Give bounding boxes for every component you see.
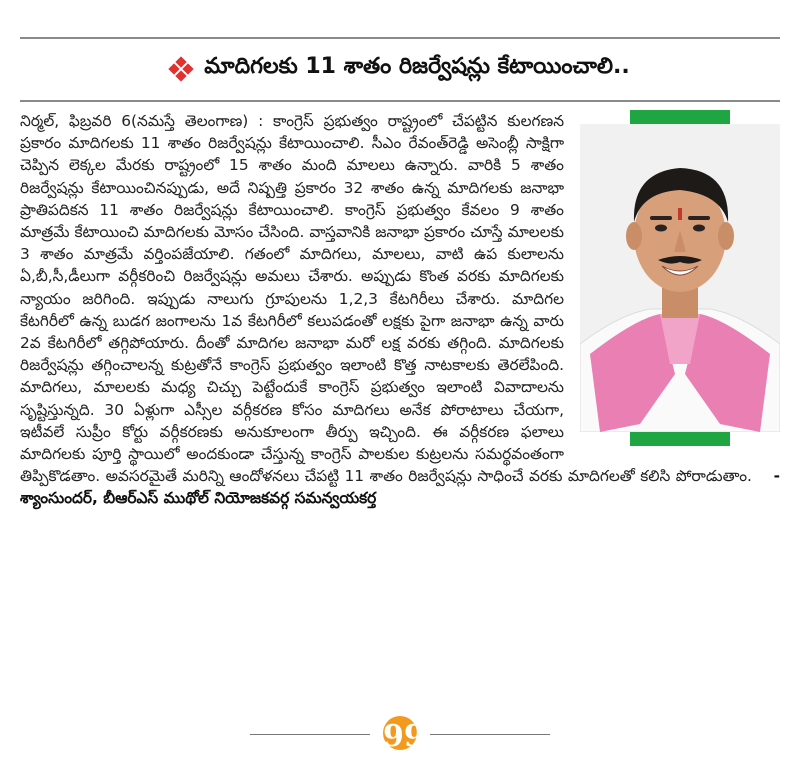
speaker-photo	[580, 110, 780, 446]
article-signature: - శ్యాంసుందర్, బీఆర్‌ఎస్ ముథోల్ నియోజకవర్గ సమన్వయకర్త	[20, 467, 780, 508]
quotation-marks-icon: 99	[383, 716, 417, 750]
article-text: నిర్మల్, ఫిబ్రవరి 6(నమస్తే తెలంగాణ) : కాంగ్రెస్ ప్రభుత్వం రాష్ట్రంలో చేపట్టిన కులగణన ప్రకారం మాదిగలకు 11 శాతం రిజర్వేషన్లు కేటాయించాలి. సీఎం రేవంత్‌రెడ్డి అసెంబ్లీ సాక్షిగా చెప్పిన లెక్కల మేరకు రాష్ట్రంలో 15 శాతం మంది మాలలు ఉన్నారు. వారికి 5 శాతం రిజర్వేషన్లు కేటాయించినప్పుడు, అదే నిష్పత్తి ప్రకారం 32 శాతం ఉన్న మాదిగలకు జనాభా ప్రాతిపదికన 11 శాతం రిజర్వేషన్లు కేటాయించాలి. కాంగ్రెస్ ప్రభుత్వం కేవలం 9 శాతం మాత్రమే కేటాయించి మాదిగలకు మోసం చేసింది. వాస్తవానికి జనాభా ప్రకారం చూస్తే మాలలకు 3 శాతం మాత్రమే వర్తింపజేయాలి. గతంలో మాదిగలు, మాలలు, వాటి ఉప కులాలను ఏ,బీ,సీ,డీలుగా వర్గీకరించి రిజర్వేషన్లు అమలు చేశారు. అప్పుడు కొంత వరకు మాదిగలకు న్యాయం జరిగింది. ఇప్పుడు నాలుగు గ్రూపులను 1,2,3 కేటగిరీలు చేశారు. మాదిగల కేటగిరీలో ఉన్న బుడగ జంగాలను 1వ కేటగిరీలో కలుపడంతో లక్షకు పైగా జనాభా ఉన్న వారు 2వ కేటగిరీలో తగ్గిపోయారు. దీంతో మాదిగల జనాభా మరో లక్ష వరకు తగ్గింది. మాదిగలకు రిజర్వేషన్లు తగ్గించాలన్న కుట్రతోనే కాంగ్రెస్ ప్రభుత్వం ఇలాంటి కొత్త నాటకాలకు తెరలేపింది. మాదిగలు, మాలలకు మధ్య చిచ్చు పెట్టేందుకే కాంగ్రెస్ ప్రభుత్వం ఇలాంటి వివాదాలను సృష్టిస్తున్నది. 30 ఏళ్లుగా ఎస్సీల వర్గీకరణ కోసం మాదిగలు అనేక పోరాటాలు చేయగా, ఇటీవలే సుప్రీం కోర్టు వర్గీకరణకు అనుకూలంగా తీర్పు ఇచ్చింది. ఈ వర్గీకరణ ఫలాలు మాదిగలకు పూర్తి స్థాయిలో అందకుండా చేస్తున్న కాంగ్రెస్ పాలకుల కుట్రలను సమర్థవంతంగా తిప్పికొడతాం. అవసరమైతే మరిన్ని ఆందోళనలు చేపట్టి 11 శాతం రిజర్వేషన్లు సాధించే వరకు మాదిగలతో కలిసి పోరాడుతాం.	[20, 112, 752, 486]
footer-separator	[250, 716, 550, 752]
separator-line-left	[250, 734, 370, 735]
separator-line-right	[430, 734, 550, 735]
portrait-image	[580, 124, 780, 432]
headline-top-rule	[20, 37, 780, 39]
article-body	[20, 110, 780, 510]
photo-frame-accent-top	[630, 110, 730, 124]
photo-frame-accent-bottom	[630, 432, 730, 446]
portrait-illustration	[580, 124, 780, 432]
four-diamonds-icon	[170, 58, 192, 80]
headline-bottom-rule	[20, 100, 780, 102]
headline	[20, 40, 780, 98]
headline-text: మాదిగలకు 11 శాతం రిజర్వేషన్లు కేటాయించాలి..	[204, 54, 630, 79]
